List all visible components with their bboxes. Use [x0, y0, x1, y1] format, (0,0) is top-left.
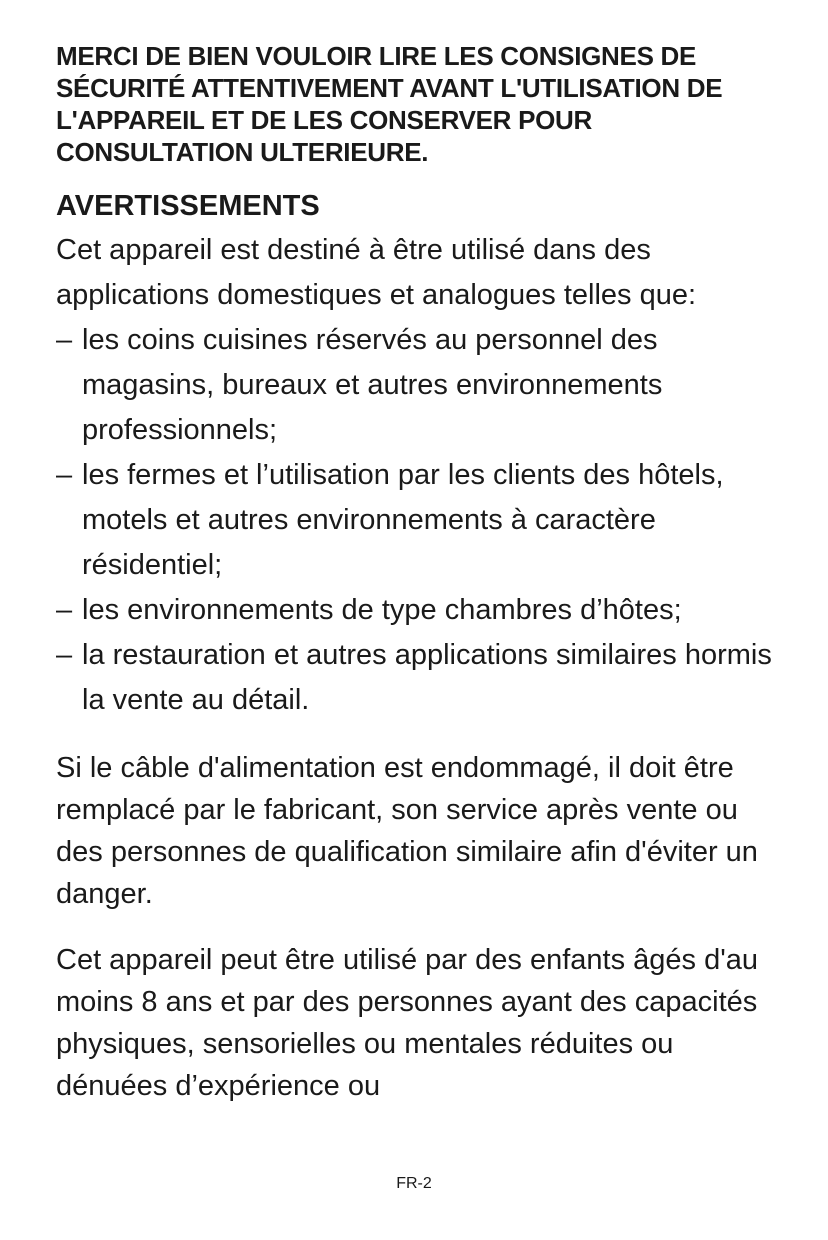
- list-item: [56, 633, 786, 723]
- dash-bullet: –: [56, 594, 73, 626]
- list-item-text: les coins cuisines réservés au personnel des magasins, bureaux et autres environnements professionnels;: [82, 324, 663, 446]
- list-item-text: les environnements de type chambres d’hôtes;: [82, 594, 682, 626]
- dash-bullet: –: [56, 324, 73, 356]
- safety-notice-header: MERCI DE BIEN VOULOIR LIRE LES CONSIGNES DE SÉCURITÉ ATTENTIVEMENT AVANT L'UTILISATION DE L'APPAREIL ET DE LES CONSERVER POUR CONSULTATION ULTERIEURE.: [56, 41, 723, 167]
- page-number: FR-2: [396, 1175, 432, 1192]
- dash-bullet: –: [56, 639, 73, 671]
- list-item-text: la restauration et autres applications similaires hormis la vente au détail.: [82, 639, 772, 716]
- power-cable-paragraph: Si le câble d'alimentation est endommagé, il doit être remplacé par le fabricant, son service après vente ou des personnes de qualification similaire afin d'éviter un danger.: [56, 752, 758, 910]
- list-item-text: les fermes et l’utilisation par les clients des hôtels, motels et autres environnements à caractère résidentiel;: [82, 459, 724, 581]
- dash-bullet: –: [56, 459, 73, 491]
- usage-list: [56, 318, 786, 723]
- intro-paragraph: Cet appareil est destiné à être utilisé dans des applications domestiques et analogues telles que:: [56, 234, 697, 311]
- list-item: [56, 453, 786, 588]
- children-usage-paragraph: Cet appareil peut être utilisé par des enfants âgés d'au moins 8 ans et par des personnes ayant des capacités physiques, sensorielles ou mentales réduites ou dénuées d’expérience ou: [56, 944, 758, 1102]
- document-page: [56, 40, 786, 1107]
- section-title: AVERTISSEMENTS: [56, 190, 320, 222]
- list-item: [56, 588, 786, 633]
- list-item: [56, 318, 786, 453]
